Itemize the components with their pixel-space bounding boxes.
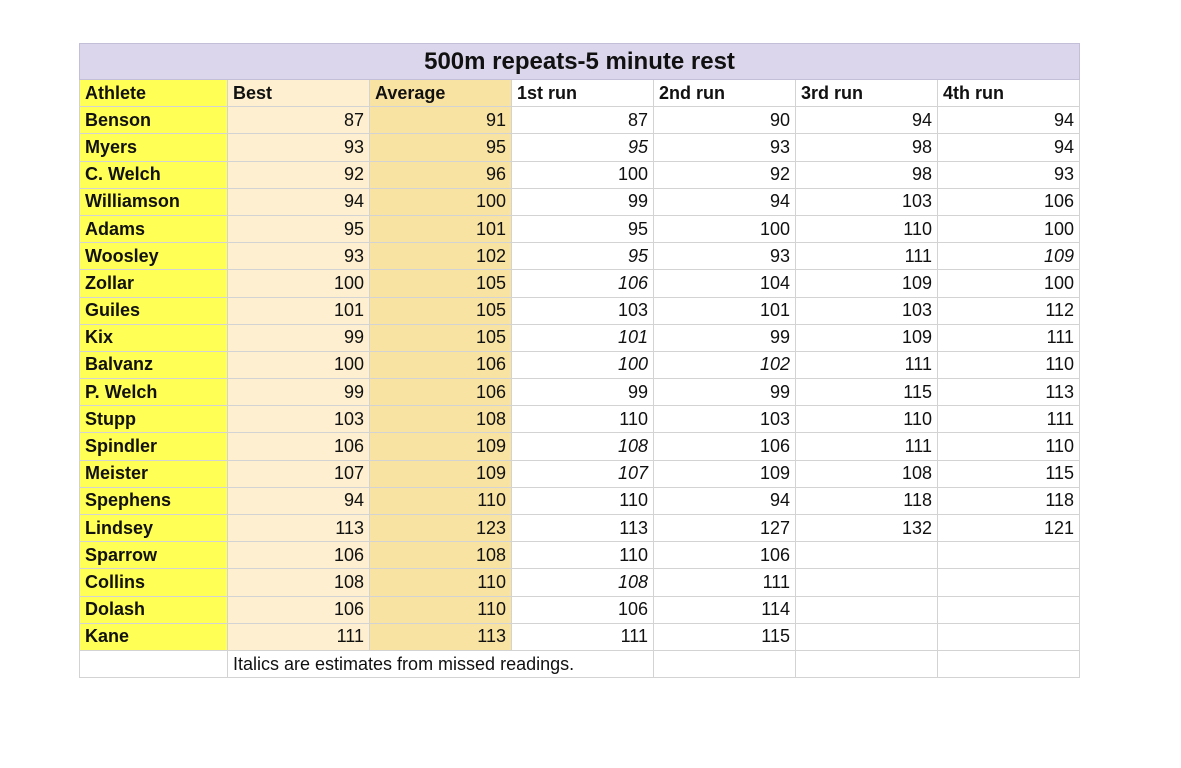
athlete-name-cell[interactable]: Kix: [80, 324, 228, 351]
best-cell[interactable]: 111: [228, 623, 370, 650]
run-3-cell[interactable]: 111: [796, 243, 938, 270]
run-3-cell[interactable]: 111: [796, 351, 938, 378]
run-1-cell[interactable]: 110: [512, 406, 654, 433]
run-4-cell[interactable]: 93: [938, 161, 1080, 188]
athlete-name-cell[interactable]: C. Welch: [80, 161, 228, 188]
run-4-cell[interactable]: 118: [938, 487, 1080, 514]
average-cell[interactable]: 101: [370, 215, 512, 242]
spreadsheet-table: [79, 43, 1080, 678]
athlete-name-cell[interactable]: Spephens: [80, 487, 228, 514]
run-2-cell[interactable]: 115: [654, 623, 796, 650]
run-4-cell[interactable]: 115: [938, 460, 1080, 487]
table-row: [80, 351, 1080, 378]
run-2-cell[interactable]: 100: [654, 215, 796, 242]
empty-cell[interactable]: [796, 650, 938, 677]
run-2-cell[interactable]: 94: [654, 487, 796, 514]
athlete-name-cell[interactable]: Lindsey: [80, 515, 228, 542]
empty-cell[interactable]: [938, 650, 1080, 677]
run-2-cell[interactable]: 101: [654, 297, 796, 324]
run-4-cell[interactable]: 94: [938, 107, 1080, 134]
run-1-cell[interactable]: 87: [512, 107, 654, 134]
header-athlete[interactable]: Athlete: [80, 80, 228, 107]
run-4-cell[interactable]: 109: [938, 243, 1080, 270]
athlete-name-cell[interactable]: Zollar: [80, 270, 228, 297]
best-cell[interactable]: 100: [228, 351, 370, 378]
athlete-name-cell[interactable]: Dolash: [80, 596, 228, 623]
best-cell[interactable]: 108: [228, 569, 370, 596]
run-2-cell[interactable]: 90: [654, 107, 796, 134]
run-4-cell[interactable]: 111: [938, 324, 1080, 351]
best-cell[interactable]: 103: [228, 406, 370, 433]
run-3-cell[interactable]: 118: [796, 487, 938, 514]
athlete-name-cell[interactable]: Spindler: [80, 433, 228, 460]
run-2-cell[interactable]: 109: [654, 460, 796, 487]
best-cell[interactable]: 87: [228, 107, 370, 134]
run-3-cell[interactable]: [796, 623, 938, 650]
athlete-name-cell[interactable]: Meister: [80, 460, 228, 487]
run-3-cell[interactable]: [796, 542, 938, 569]
header-run-2[interactable]: 2nd run: [654, 80, 796, 107]
average-cell[interactable]: 102: [370, 243, 512, 270]
run-3-cell[interactable]: [796, 569, 938, 596]
run-2-cell[interactable]: 99: [654, 324, 796, 351]
run-1-cell[interactable]: 103: [512, 297, 654, 324]
run-3-cell[interactable]: 110: [796, 406, 938, 433]
run-1-cell[interactable]: 100: [512, 351, 654, 378]
table-row: [80, 596, 1080, 623]
athlete-name-cell[interactable]: Sparrow: [80, 542, 228, 569]
run-3-cell[interactable]: 108: [796, 460, 938, 487]
run-2-cell[interactable]: 127: [654, 515, 796, 542]
run-3-cell[interactable]: 111: [796, 433, 938, 460]
athlete-name-cell[interactable]: Adams: [80, 215, 228, 242]
run-2-cell[interactable]: 102: [654, 351, 796, 378]
run-3-cell[interactable]: 110: [796, 215, 938, 242]
run-3-cell[interactable]: 103: [796, 297, 938, 324]
sheet-title[interactable]: 500m repeats-5 minute rest: [80, 44, 1080, 80]
table-row: [80, 107, 1080, 134]
run-2-cell[interactable]: 93: [654, 134, 796, 161]
average-cell[interactable]: 109: [370, 433, 512, 460]
run-1-cell[interactable]: 110: [512, 487, 654, 514]
run-1-cell[interactable]: 101: [512, 324, 654, 351]
run-2-cell[interactable]: 111: [654, 569, 796, 596]
header-row: [80, 80, 1080, 107]
table-row: [80, 379, 1080, 406]
run-2-cell[interactable]: 92: [654, 161, 796, 188]
run-4-cell[interactable]: 94: [938, 134, 1080, 161]
run-1-cell[interactable]: 99: [512, 379, 654, 406]
average-cell[interactable]: 113: [370, 623, 512, 650]
run-2-cell[interactable]: 93: [654, 243, 796, 270]
best-cell[interactable]: 93: [228, 134, 370, 161]
table-row: [80, 460, 1080, 487]
run-4-cell[interactable]: 111: [938, 406, 1080, 433]
athlete-name-cell[interactable]: Kane: [80, 623, 228, 650]
run-1-cell[interactable]: 111: [512, 623, 654, 650]
run-1-cell[interactable]: 106: [512, 596, 654, 623]
run-4-cell[interactable]: 110: [938, 433, 1080, 460]
table-row: [80, 623, 1080, 650]
run-4-cell[interactable]: [938, 596, 1080, 623]
average-cell[interactable]: 106: [370, 379, 512, 406]
run-3-cell[interactable]: 94: [796, 107, 938, 134]
average-cell[interactable]: 110: [370, 487, 512, 514]
average-cell[interactable]: 100: [370, 188, 512, 215]
average-cell[interactable]: 96: [370, 161, 512, 188]
empty-cell[interactable]: [80, 650, 228, 677]
athlete-name-cell[interactable]: Guiles: [80, 297, 228, 324]
average-cell[interactable]: 108: [370, 542, 512, 569]
note-row: [80, 650, 1080, 677]
header-best[interactable]: Best: [228, 80, 370, 107]
best-cell[interactable]: 106: [228, 433, 370, 460]
athlete-name-cell[interactable]: Williamson: [80, 188, 228, 215]
athlete-name-cell[interactable]: Benson: [80, 107, 228, 134]
best-cell[interactable]: 107: [228, 460, 370, 487]
run-3-cell[interactable]: 132: [796, 515, 938, 542]
run-1-cell[interactable]: 95: [512, 134, 654, 161]
run-3-cell[interactable]: 109: [796, 270, 938, 297]
run-4-cell[interactable]: 113: [938, 379, 1080, 406]
run-4-cell[interactable]: 100: [938, 215, 1080, 242]
best-cell[interactable]: 95: [228, 215, 370, 242]
best-cell[interactable]: 106: [228, 542, 370, 569]
best-cell[interactable]: 94: [228, 188, 370, 215]
average-cell[interactable]: 106: [370, 351, 512, 378]
run-2-cell[interactable]: 106: [654, 542, 796, 569]
table-row: [80, 215, 1080, 242]
athlete-name-cell[interactable]: P. Welch: [80, 379, 228, 406]
run-4-cell[interactable]: 112: [938, 297, 1080, 324]
table-row: [80, 243, 1080, 270]
run-1-cell[interactable]: 108: [512, 433, 654, 460]
run-2-cell[interactable]: 99: [654, 379, 796, 406]
average-cell[interactable]: 91: [370, 107, 512, 134]
run-4-cell[interactable]: 106: [938, 188, 1080, 215]
run-3-cell[interactable]: 109: [796, 324, 938, 351]
table-row: [80, 297, 1080, 324]
run-1-cell[interactable]: 113: [512, 515, 654, 542]
empty-cell[interactable]: [654, 650, 796, 677]
run-4-cell[interactable]: [938, 623, 1080, 650]
average-cell[interactable]: 95: [370, 134, 512, 161]
run-4-cell[interactable]: 121: [938, 515, 1080, 542]
run-4-cell[interactable]: [938, 569, 1080, 596]
run-4-cell[interactable]: 110: [938, 351, 1080, 378]
run-2-cell[interactable]: 114: [654, 596, 796, 623]
table-row: [80, 515, 1080, 542]
table-row: [80, 487, 1080, 514]
athlete-name-cell[interactable]: Woosley: [80, 243, 228, 270]
average-cell[interactable]: 105: [370, 270, 512, 297]
header-average[interactable]: Average: [370, 80, 512, 107]
run-1-cell[interactable]: 108: [512, 569, 654, 596]
header-run-4[interactable]: 4th run: [938, 80, 1080, 107]
header-run-3[interactable]: 3rd run: [796, 80, 938, 107]
run-2-cell[interactable]: 103: [654, 406, 796, 433]
run-2-cell[interactable]: 104: [654, 270, 796, 297]
run-1-cell[interactable]: 110: [512, 542, 654, 569]
athlete-name-cell[interactable]: Stupp: [80, 406, 228, 433]
table-row: [80, 569, 1080, 596]
run-1-cell[interactable]: 95: [512, 215, 654, 242]
best-cell[interactable]: 101: [228, 297, 370, 324]
run-3-cell[interactable]: 103: [796, 188, 938, 215]
average-cell[interactable]: 123: [370, 515, 512, 542]
average-cell[interactable]: 105: [370, 297, 512, 324]
run-3-cell[interactable]: 98: [796, 161, 938, 188]
average-cell[interactable]: 110: [370, 569, 512, 596]
table-row: [80, 542, 1080, 569]
run-2-cell[interactable]: 94: [654, 188, 796, 215]
athlete-name-cell[interactable]: Balvanz: [80, 351, 228, 378]
table-row: [80, 433, 1080, 460]
run-1-cell[interactable]: 100: [512, 161, 654, 188]
table-row: [80, 161, 1080, 188]
best-cell[interactable]: 99: [228, 324, 370, 351]
run-3-cell[interactable]: 98: [796, 134, 938, 161]
run-1-cell[interactable]: 107: [512, 460, 654, 487]
average-cell[interactable]: 108: [370, 406, 512, 433]
average-cell[interactable]: 110: [370, 596, 512, 623]
best-cell[interactable]: 93: [228, 243, 370, 270]
run-4-cell[interactable]: [938, 542, 1080, 569]
table-row: [80, 134, 1080, 161]
best-cell[interactable]: 99: [228, 379, 370, 406]
best-cell[interactable]: 106: [228, 596, 370, 623]
athlete-name-cell[interactable]: Myers: [80, 134, 228, 161]
run-3-cell[interactable]: 115: [796, 379, 938, 406]
best-cell[interactable]: 94: [228, 487, 370, 514]
header-run-1[interactable]: 1st run: [512, 80, 654, 107]
title-row: [80, 44, 1080, 80]
best-cell[interactable]: 100: [228, 270, 370, 297]
table-row: [80, 324, 1080, 351]
athlete-name-cell[interactable]: Collins: [80, 569, 228, 596]
table-row: [80, 406, 1080, 433]
run-1-cell[interactable]: 95: [512, 243, 654, 270]
run-3-cell[interactable]: [796, 596, 938, 623]
table-row: [80, 188, 1080, 215]
table-body: [80, 44, 1080, 678]
run-4-cell[interactable]: 100: [938, 270, 1080, 297]
table-row: [80, 270, 1080, 297]
run-2-cell[interactable]: 106: [654, 433, 796, 460]
best-cell[interactable]: 113: [228, 515, 370, 542]
italics-note[interactable]: Italics are estimates from missed readings.: [228, 650, 654, 677]
average-cell[interactable]: 109: [370, 460, 512, 487]
best-cell[interactable]: 92: [228, 161, 370, 188]
run-1-cell[interactable]: 99: [512, 188, 654, 215]
run-1-cell[interactable]: 106: [512, 270, 654, 297]
average-cell[interactable]: 105: [370, 324, 512, 351]
